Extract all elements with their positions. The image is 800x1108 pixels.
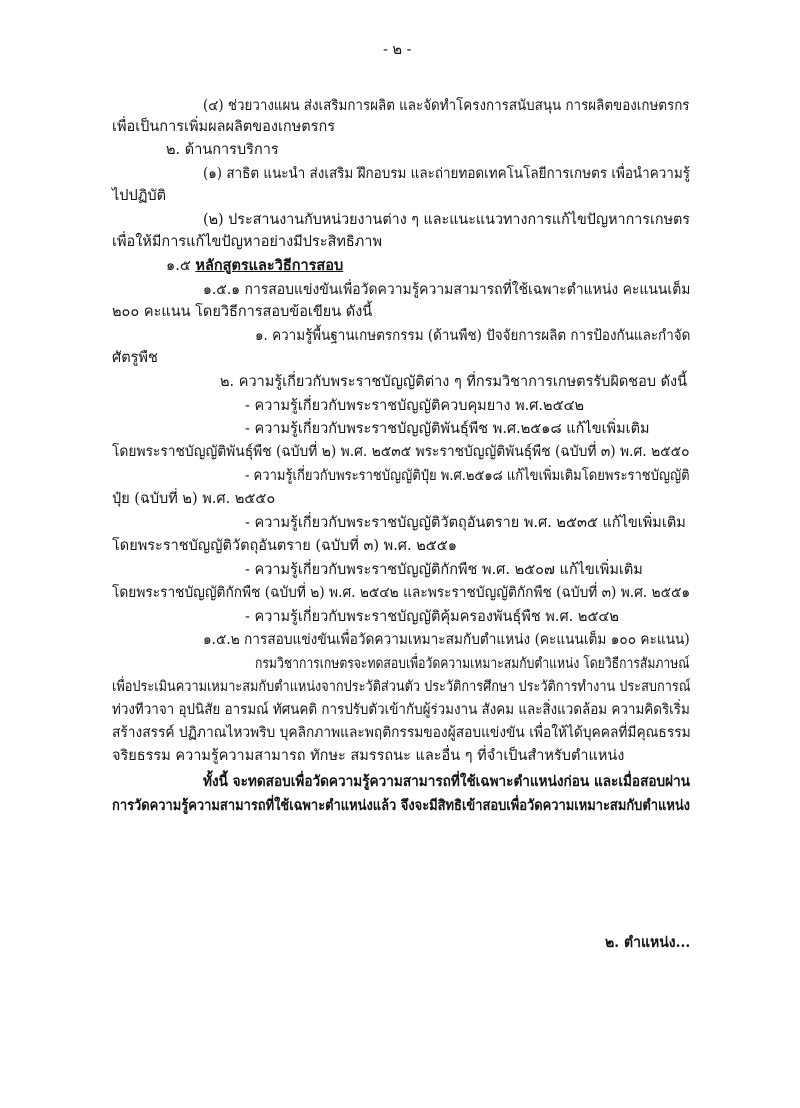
section-1-5-2-line-5: สร้างสรรค์ ปฏิภาณไหวพริบ บุคลิกภาพและพฤติกรรมของผู้สอบแข่งขัน เพื่อให้ได้บุคคลที่มีคุณธรรม: [112, 725, 691, 741]
note-line-1: ทั้งนี้ จะทดสอบเพื่อวัดความรู้ความสามารถที่ใช้เฉพาะตำแหน่งก่อน และเมื่อสอบผ่าน: [203, 773, 691, 790]
section-1-5-title: หลักสูตรและวิธีการสอบ: [195, 257, 344, 274]
service-item-2-line-1: (๒) ประสานงานกับหน่วยงานต่าง ๆ และแนะแนวทางการแก้ไขปัญหาการเกษตร: [203, 212, 691, 228]
knowledge-1-line-1: ๑. ความรู้พื้นฐานเกษตรกรรม (ด้านพืช) ปัจจัยการผลิต การป้องกันและกำจัด: [255, 328, 691, 344]
continuation-marker: ๒. ตำแหน่ง...: [605, 934, 691, 951]
section-1-5-heading: [166, 256, 343, 276]
page-number: - ๒ -: [383, 42, 412, 58]
act-5-line-2: โดยพระราชบัญญัติกักพืช (ฉบับที่ ๒) พ.ศ. ๒๕๔๒ และพระราชบัญญัติกักพืช (ฉบับที่ ๓) พ.ศ. ๒๕๕๑: [112, 585, 691, 601]
act-2-line-1: - ความรู้เกี่ยวกับพระราชบัญญัติพันธุ์พืช พ.ศ.๒๕๑๘ แก้ไขเพิ่มเติม: [245, 421, 650, 437]
act-3-line-2: ปุ๋ย (ฉบับที่ ๒) พ.ศ. ๒๕๕๐: [112, 491, 276, 507]
act-2-line-2: โดยพระราชบัญญัติพันธุ์พืช (ฉบับที่ ๒) พ.ศ. ๒๕๓๕ พระราชบัญญัติพันธุ์พืช (ฉบับที่ ๓) พ.ศ. ๒๕๕๐: [112, 444, 690, 460]
section-2-heading: ๒. ด้านการบริการ: [166, 142, 279, 158]
section-1-5-2-line-6: จริยธรรม ความรู้ความสามารถ ทักษะ สมรรถนะ และอื่น ๆ ที่จำเป็นสำหรับตำแหน่ง: [112, 748, 625, 764]
section-1-5-number: ๑.๕: [166, 258, 191, 274]
act-1: - ความรู้เกี่ยวกับพระราชบัญญัติควบคุมยาง พ.ศ.๒๕๔๒: [245, 398, 585, 414]
act-5-line-1: - ความรู้เกี่ยวกับพระราชบัญญัติกักพืช พ.ศ. ๒๕๐๗ แก้ไขเพิ่มเติม: [245, 562, 643, 578]
section-1-5-2-line-1: ๑.๕.๒ การสอบแข่งขันเพื่อวัดความเหมาะสมกับตำแหน่ง (คะแนนเต็ม ๑๐๐ คะแนน): [203, 632, 690, 648]
section-1-5-2-line-4: ท่วงทีวาจา อุปนิสัย อารมณ์ ทัศนคติ การปรับตัวเข้ากับผู้ร่วมงาน สังคม และสิ่งแวดล้อม ความคิดริเริ่ม: [112, 702, 690, 718]
service-item-2-line-2: เพื่อให้มีการแก้ไขปัญหาอย่างมีประสิทธิภาพ: [112, 234, 382, 250]
note-line-2: การวัดความรู้ความสามารถที่ใช้เฉพาะตำแหน่งแล้ว จึงจะมีสิทธิเข้าสอบเพื่อวัดความเหมาะสมกับตำแหน่ง: [112, 797, 690, 814]
act-4-line-2: โดยพระราชบัญญัติวัตถุอันตราย (ฉบับที่ ๓) พ.ศ. ๒๕๕๑: [112, 538, 457, 554]
section-1-5-1-line-1: ๑.๕.๑ การสอบแข่งขันเพื่อวัดความรู้ความสามารถที่ใช้เฉพาะตำแหน่ง คะแนนเต็ม: [203, 282, 691, 298]
knowledge-2-line-1: ๒. ความรู้เกี่ยวกับพระราชบัญญัติต่าง ๆ ที่กรมวิชาการเกษตรรับผิดชอบ ดังนี้: [220, 374, 688, 390]
act-3-line-1: - ความรู้เกี่ยวกับพระราชบัญญัติปุ๋ย พ.ศ.๒๕๑๘ แก้ไขเพิ่มเติมโดยพระราชบัญญัติ: [245, 468, 690, 484]
act-6: - ความรู้เกี่ยวกับพระราชบัญญัติคุ้มครองพันธุ์พืช พ.ศ. ๒๕๔๒: [245, 609, 619, 625]
duty-item-4-line-1: (๔) ช่วยวางแผน ส่งเสริมการผลิต และจัดทำโครงการสนับสนุน การผลิตของเกษตรกร: [203, 98, 690, 114]
knowledge-1-line-2: ศัตรูพืช: [112, 350, 158, 366]
service-item-1-line-1: (๑) สาธิต แนะนำ ส่งเสริม ฝึกอบรม และถ่ายทอดเทคโนโลยีการเกษตร เพื่อนำความรู้: [203, 166, 690, 182]
act-4-line-1: - ความรู้เกี่ยวกับพระราชบัญญัติวัตถุอันตราย พ.ศ. ๒๕๓๕ แก้ไขเพิ่มเติม: [245, 515, 686, 531]
service-item-1-line-2: ไปปฏิบัติ: [112, 188, 167, 204]
section-1-5-2-line-3: เพื่อประเมินความเหมาะสมกับตำแหน่งจากประวัติส่วนตัว ประวัติการศึกษา ประวัติการทำงาน ประสบการณ์: [112, 679, 691, 695]
section-1-5-1-line-2: ๒๐๐ คะแนน โดยวิธีการสอบข้อเขียน ดังนี้: [112, 304, 373, 320]
section-1-5-2-line-2: กรมวิชาการเกษตรจะทดสอบเพื่อวัดความเหมาะสมกับตำแหน่ง โดยวิธีการสัมภาษณ์: [255, 656, 690, 672]
duty-item-4-line-2: เพื่อเป็นการเพิ่มผลผลิตของเกษตรกร: [112, 119, 336, 135]
